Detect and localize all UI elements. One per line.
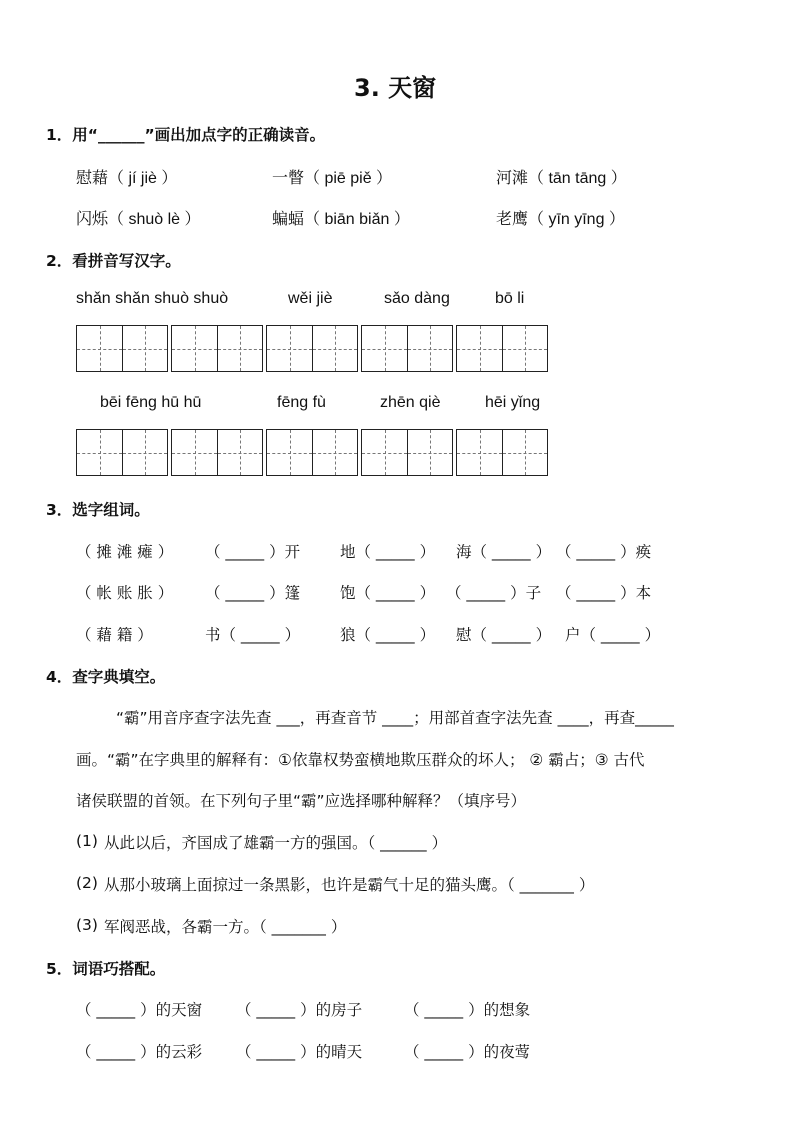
question-4-heading: 4．查字典填空。 [46,668,166,686]
question-3-heading: 3．选字组词。 [46,501,150,519]
q5-phrase[interactable]: （ _____ ）的晴天 [236,1043,363,1061]
q3-choice-set-1: （ 摊 滩 瘫 ） [76,543,174,561]
q1-item-5: 蝙蝠（ biān biǎn ） [272,211,410,228]
q4-paragraph-line-3: 诸侯联盟的首领。在下列句子里“霸”应选择哪种解释？（填序号） [76,792,527,810]
q3-choice-set-3: （ 藉 籍 ） [76,626,153,644]
q3-blank[interactable]: 书（ _____ ） [205,626,301,644]
q3-blank[interactable]: （ _____ ）子 [446,584,542,602]
q3-blank[interactable]: （ _____ ）痪 [556,543,652,561]
q1-item-3: 河滩（ tān tāng ） [496,170,627,187]
q4-item-number: (2) [76,874,98,892]
q3-blank[interactable]: 海（ _____ ） [456,543,552,561]
q2-writing-grid-row-1 [76,325,548,372]
q4-paragraph-line-1: “霸”用音序查字法先查 ___，再查音节 ____；用部首查字法先查 ____，再查_____ [116,709,674,727]
question-5-heading: 5．词语巧搭配。 [46,960,166,978]
writing-box-group[interactable] [171,325,263,372]
q3-blank[interactable]: （ _____ ）本 [556,584,652,602]
writing-box-group[interactable] [456,325,548,372]
q4-paragraph-line-2: 画。“霸”在字典里的解释有：①依靠权势蛮横地欺压群众的坏人； ② 霸占；③ 古代 [76,751,645,769]
writing-box-group[interactable] [361,429,453,476]
q5-phrase[interactable]: （ _____ ）的房子 [236,1001,363,1019]
q2-pinyin-6: fēng fù [277,394,326,411]
q1-item-1: 慰藉（ jí jiè ） [76,170,178,187]
q4-item-sentence[interactable]: 从此以后，齐国成了雄霸一方的强国。（ ______ ） [104,834,448,852]
q2-pinyin-8: hēi yǐng [485,394,541,411]
writing-box-group[interactable] [76,429,168,476]
q5-phrase[interactable]: （ _____ ）的云彩 [76,1043,203,1061]
q3-blank[interactable]: 慰（ _____ ） [456,626,552,644]
question-2-heading: 2．看拼音写汉字。 [46,252,181,270]
q3-blank[interactable]: （ _____ ）开 [205,543,301,561]
q2-pinyin-4: bō li [495,290,525,307]
q4-item-sentence[interactable]: 军阀恶战，各霸一方。（ _______ ） [104,918,347,936]
writing-box-group[interactable] [361,325,453,372]
q2-writing-grid-row-2 [76,429,548,476]
q5-phrase[interactable]: （ _____ ）的想象 [404,1001,531,1019]
q3-blank[interactable]: 户（ _____ ） [565,626,661,644]
q1-item-6: 老鹰（ yīn yīng ） [496,211,625,228]
page-title: 3. 天窗 [354,74,437,102]
writing-box-group[interactable] [171,429,263,476]
q4-item-number: (1) [76,832,98,850]
q1-item-2: 一瞥（ piē piě ） [272,170,393,187]
question-1-heading: 1．用“______”画出加点字的正确读音。 [46,126,326,144]
q2-pinyin-2: wěi jiè [288,290,333,307]
q4-item-sentence[interactable]: 从那小玻璃上面掠过一条黑影，也许是霸气十足的猫头鹰。（ _______ ） [104,876,595,894]
q3-blank[interactable]: （ _____ ）篷 [205,584,301,602]
q2-pinyin-7: zhēn qiè [380,394,441,411]
q1-item-4: 闪烁（ shuò lè ） [76,211,201,228]
q3-blank[interactable]: 狼（ _____ ） [340,626,436,644]
q3-blank[interactable]: 饱（ _____ ） [340,584,436,602]
writing-box-group[interactable] [76,325,168,372]
q5-phrase[interactable]: （ _____ ）的夜莺 [404,1043,531,1061]
q2-pinyin-1: shǎn shǎn shuò shuò [76,290,229,307]
q2-pinyin-3: sǎo dàng [384,290,450,307]
q3-choice-set-2: （ 帐 账 胀 ） [76,584,174,602]
q4-item-number: (3) [76,916,98,934]
writing-box-group[interactable] [266,429,358,476]
writing-box-group[interactable] [266,325,358,372]
q3-blank[interactable]: 地（ _____ ） [340,543,436,561]
writing-box-group[interactable] [456,429,548,476]
q2-pinyin-5: bēi fēng hū hū [100,394,202,411]
q5-phrase[interactable]: （ _____ ）的天窗 [76,1001,203,1019]
